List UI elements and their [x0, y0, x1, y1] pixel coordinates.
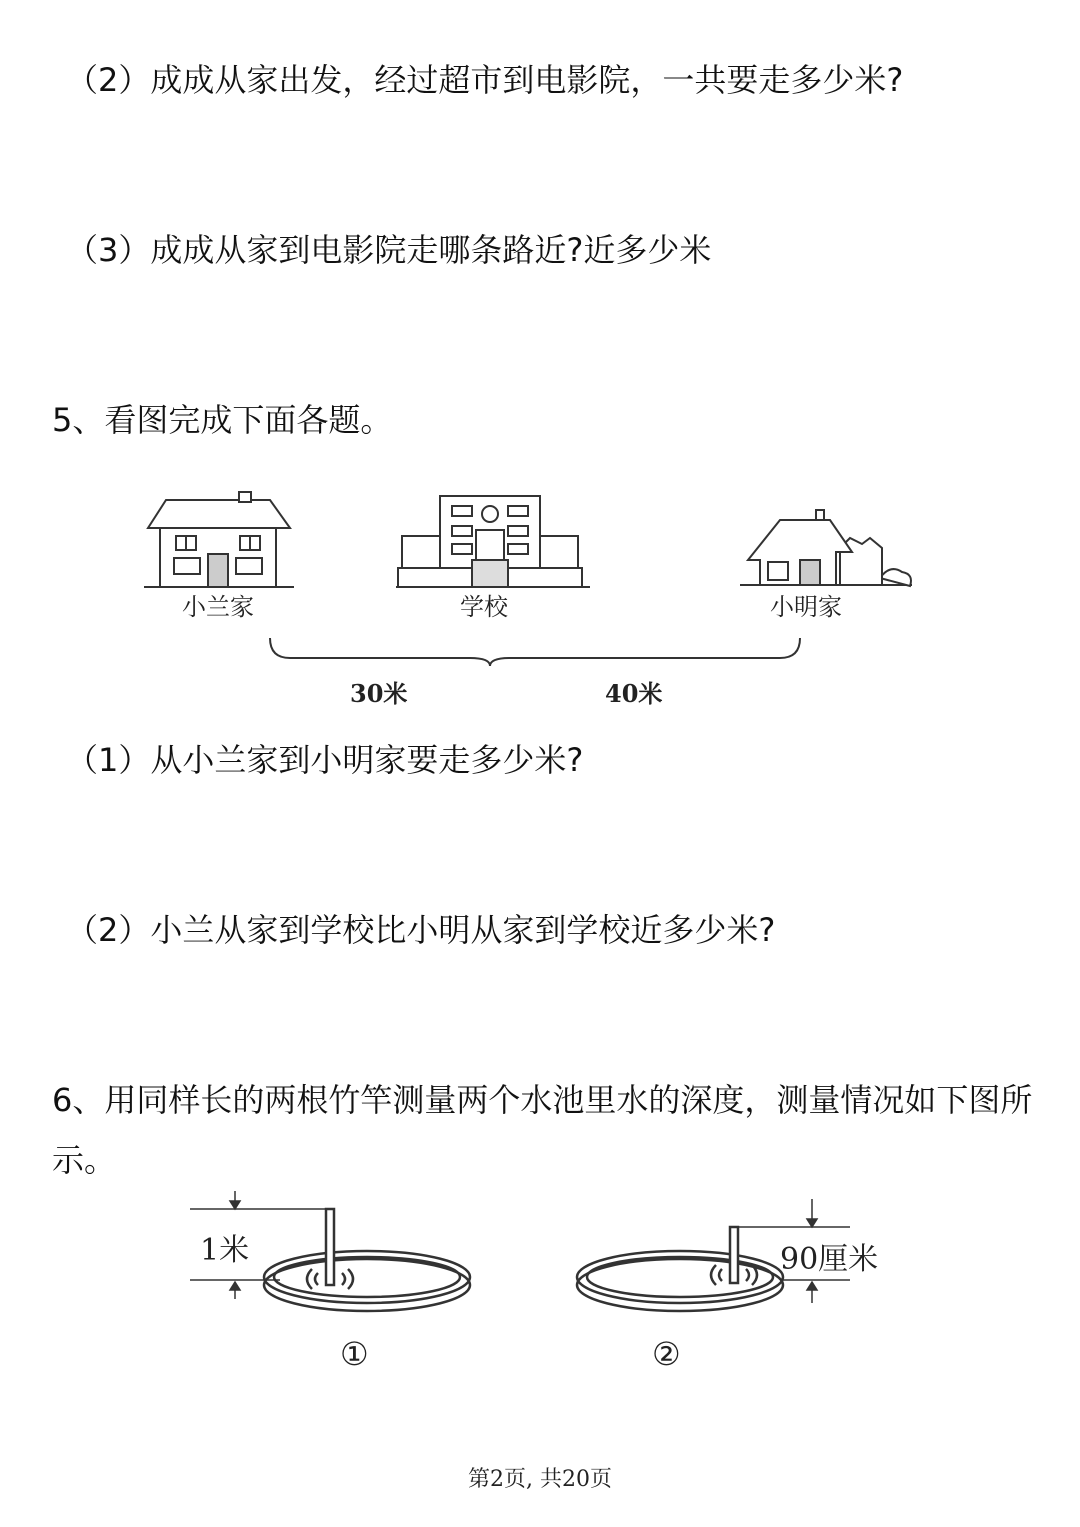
q5-sub2-text: （2）小兰从家到学校比小明从家到学校近多少米?: [66, 911, 776, 949]
q6-pool-figure: [180, 1185, 900, 1380]
distance-braces: [270, 638, 800, 666]
pool-1-measure-label: 1米: [200, 1233, 250, 1268]
q5-title: 5、看图完成下面各题。: [52, 401, 393, 439]
q5-distance-figure: [140, 490, 930, 715]
pool-1-image: [264, 1209, 470, 1311]
q4-sub2-text: （2）成成从家出发，经过超市到电影院，一共要走多少米?: [66, 61, 904, 99]
label-school: 学校: [460, 593, 508, 621]
q4-sub3-text: （3）成成从家到电影院走哪条路近?近多少米: [66, 231, 712, 269]
pool-1-number: ①: [340, 1335, 369, 1373]
pool-2-number: ②: [652, 1335, 681, 1373]
pool-2-image: [577, 1227, 783, 1311]
school-image: [396, 496, 590, 587]
label-home-lan: 小兰家: [182, 593, 254, 621]
pool-2-measure-label: 90厘米: [780, 1242, 879, 1277]
house-ming-image: [740, 510, 912, 586]
page-footer: 第2页, 共20页: [468, 1467, 612, 1492]
distance-left-label: 30米: [350, 679, 408, 708]
label-home-ming: 小明家: [770, 593, 842, 621]
q6-title: 6、用同样长的两根竹竿测量两个水池里水的深度，测量情况如下图所示。: [52, 1081, 1033, 1179]
distance-right-label: 40米: [605, 679, 663, 708]
q5-sub1-text: （1）从小兰家到小明家要走多少米?: [66, 741, 584, 779]
house-lan-image: [144, 492, 294, 587]
